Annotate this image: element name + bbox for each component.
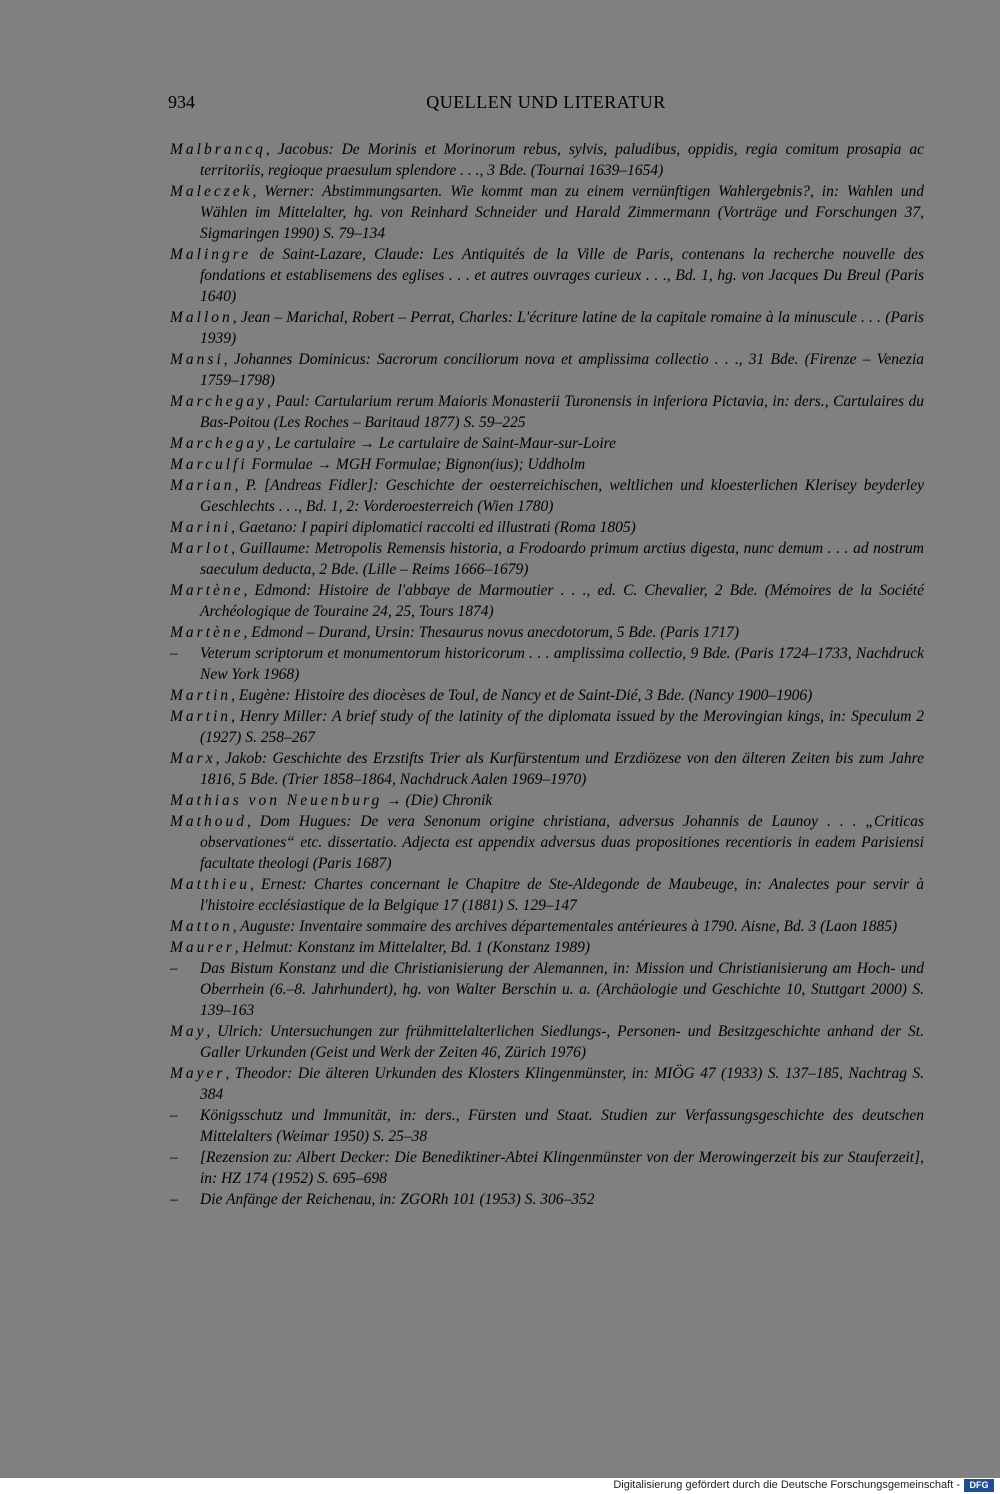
entry-author: Malingre (170, 246, 252, 263)
entry-text: , Jacobus: De Morinis et Morinorum rebus, sylvis, paludibus, oppidis, regia comitum prosapia ac territoriis, regioque praesulum splendore . . ., 3 Bde. (Tournai 1639–1654) (200, 141, 924, 179)
entry-text: Formulae → MGH Formulae; Bignon(ius); Uddholm (247, 456, 586, 473)
bibliography-entry (170, 538, 924, 580)
bibliography-entry (170, 1063, 924, 1105)
entry-author: Martin (170, 708, 232, 725)
entry-author: Martène (170, 624, 244, 641)
bibliography-entry (170, 643, 924, 685)
bibliography-entry (170, 517, 924, 538)
entry-author: Matton (170, 918, 233, 935)
bibliography-entry (170, 706, 924, 748)
dfg-logo[interactable]: DFG (964, 1479, 994, 1492)
entry-author: Martin (170, 687, 232, 704)
continuation-dash: – (170, 1191, 178, 1208)
entry-author: Mathias von Neuenburg (170, 792, 383, 809)
entry-text: , Eugène: Histoire des diocèses de Toul, de Nancy et de Saint-Dié, 3 Bde. (Nancy 1900–1906) (231, 687, 813, 704)
entry-author: Maurer (170, 939, 235, 956)
continuation-dash: – (170, 645, 178, 662)
bibliography-entry (170, 685, 924, 706)
entry-author: Mansi (170, 351, 224, 368)
entry-text: , Gaetano: I papiri diplomatici raccolti ed illustrati (Roma 1805) (231, 519, 636, 536)
bibliography-entry (170, 244, 924, 307)
bibliography-list (170, 139, 924, 1210)
entry-text: Königsschutz und Immunität, in: ders., Fürsten und Staat. Studien zur Verfassungsgeschichte des deutschen Mittelalters (Weimar 1950) S. 25–38 (200, 1107, 924, 1145)
bibliography-entry (170, 454, 924, 475)
entry-author: Marculfi (170, 456, 248, 473)
entry-text: , P. [Andreas Fidler]: Geschichte der oesterreichischen, weltlichen und kloesterlichen Klerisey beyderley Geschlechts . . ., Bd. 1, 2: Vorderoesterreich (Wien 1780) (200, 477, 924, 515)
entry-text: , Jakob: Geschichte des Erzstifts Trier als Kurfürstentum und Erzdiözese von den älteren Zeiten bis zum Jahre 1816, 5 Bde. (Trier 1858–1864, Nachdruck Aalen 1969–1970) (200, 750, 924, 788)
entry-text: , Le cartulaire → Le cartulaire de Saint-Maur-sur-Loire (267, 435, 616, 452)
entry-text: → (Die) Chronik (382, 792, 493, 809)
entry-text: , Auguste: Inventaire sommaire des archives départementales antérieures à 1790. Aisne, Bd. 3 (Laon 1885) (232, 918, 898, 935)
entry-author: Marian (170, 477, 235, 494)
continuation-dash: – (170, 1149, 178, 1166)
entry-text: , Paul: Cartularium rerum Maioris Monasterii Turonensis in inferiora Pictavia, in: ders., Cartulaires du Bas-Poitou (Les Roches – Baritaud 1877) S. 59–225 (200, 393, 924, 431)
entry-text: , Helmut: Konstanz im Mittelalter, Bd. 1 (Konstanz 1989) (234, 939, 590, 956)
bibliography-entry (170, 916, 924, 937)
entry-author: Malbrancq (170, 141, 266, 158)
bibliography-entry (170, 475, 924, 517)
entry-author: Mathoud (170, 813, 247, 830)
bibliography-entry (170, 748, 924, 790)
bibliography-entry (170, 874, 924, 916)
entry-text: Die Anfänge der Reichenau, in: ZGORh 101 (1953) S. 306–352 (200, 1191, 595, 1208)
funding-note: Digitalisierung gefördert durch die Deutsche Forschungsgemeinschaft - (613, 1479, 960, 1491)
page-header (168, 92, 924, 118)
entry-text: , Edmond – Durand, Ursin: Thesaurus novus anecdotorum, 5 Bde. (Paris 1717) (243, 624, 740, 641)
entry-text: , Edmond: Histoire de l'abbaye de Marmoutier . . ., ed. C. Chevalier, 2 Bde. (Mémoires de la Société Archéologique de Touraine 24, 25, Tours 1874) (200, 582, 924, 620)
entry-author: Mayer (170, 1065, 226, 1082)
bibliography-entry (170, 811, 924, 874)
entry-text: , Henry Miller: A brief study of the latinity of the diplomata issued by the Merovingian kings, in: Speculum 2 (1927) S. 258–267 (200, 708, 924, 746)
entry-text: Veterum scriptorum et monumentorum historicorum . . . amplissima collectio, 9 Bde. (Paris 1724–1733, Nachdruck New York 1968) (200, 645, 924, 683)
bibliography-entry (170, 790, 924, 811)
entry-text: , Guillaume: Metropolis Remensis historia, a Frodoardo primum arctius digesta, nunc demum . . . ad nostrum saeculum deducta, 2 Bde. (Lille – Reims 1666–1679) (200, 540, 924, 578)
entry-text: , Ulrich: Untersuchungen zur frühmittelalterlichen Siedlungs-, Personen- und Besitzgeschichte anhand der St. Galler Urkunden (Geist und Werk der Zeiten 46, Zürich 1976) (200, 1023, 924, 1061)
entry-author: Maleczek (170, 183, 253, 200)
entry-author: May (170, 1023, 207, 1040)
entry-text: , Ernest: Chartes concernant le Chapitre de Ste-Aldegonde de Maubeuge, in: Analectes pour servir à l'histoire ecclésiastique de la Belgique 17 (1881) S. 129–147 (200, 876, 924, 914)
entry-text: Das Bistum Konstanz und die Christianisierung der Alemannen, in: Mission und Christianisierung am Hoch- und Oberrhein (6.–8. Jahrhundert), hg. von Walter Berschin u. a. (Archäologie und Geschichte 10, Stuttgart 2000) S. 139–163 (200, 960, 924, 1019)
footer-bar (0, 1478, 1000, 1494)
entry-author: Marchegay (170, 435, 268, 452)
entry-text: , Johannes Dominicus: Sacrorum conciliorum nova et amplissima collectio . . ., 31 Bde. (Firenze – Venezia 1759–1798) (200, 351, 924, 389)
bibliography-entry (170, 1105, 924, 1147)
entry-author: Matthieu (170, 876, 250, 893)
entry-author: Marlot (170, 540, 232, 557)
bibliography-entry (170, 937, 924, 958)
bibliography-entry (170, 622, 924, 643)
entry-author: Mallon (170, 309, 233, 326)
continuation-dash: – (170, 1107, 178, 1124)
bibliography-entry (170, 391, 924, 433)
entry-text: [Rezension zu: Albert Decker: Die Benediktiner-Abtei Klingenmünster von der Merowingerzeit bis zur Stauferzeit], in: HZ 174 (1952) S. 695–698 (200, 1149, 924, 1187)
bibliography-entry (170, 139, 924, 181)
page-number: 934 (168, 92, 195, 112)
bibliography-entry (170, 181, 924, 244)
bibliography-entry (170, 433, 924, 454)
bibliography-entry (170, 1189, 924, 1210)
bibliography-entry (170, 580, 924, 622)
bibliography-entry (170, 1147, 924, 1189)
entry-author: Marchegay (170, 393, 268, 410)
bibliography-entry (170, 1021, 924, 1063)
continuation-dash: – (170, 960, 178, 977)
entry-author: Marini (170, 519, 232, 536)
entry-author: Martène (170, 582, 244, 599)
entry-text: , Werner: Abstimmungsarten. Wie kommt man zu einem vernünftigen Wahlergebnis?, in: Wahlen und Wählen im Mittelalter, hg. von Reinhard Schneider und Harald Zimmermann (Vorträge und Forschungen 37, Sigmaringen 1990) S. 79–134 (200, 183, 924, 242)
entry-author: Marx (170, 750, 216, 767)
running-head: QUELLEN UND LITERATUR (426, 92, 666, 112)
entry-text: , Theodor: Die älteren Urkunden des Klosters Klingenmünster, in: MIÖG 47 (1933) S. 137–185, Nachtrag S. 384 (200, 1065, 924, 1103)
entry-text: , Jean – Marichal, Robert – Perrat, Charles: L'écriture latine de la capitale romaine à la minuscule . . . (Paris 1939) (200, 309, 924, 347)
entry-text: , Dom Hugues: De vera Senonum origine christiana, adversus Johannis de Launoy . . . „Criticas observationes“ etc. dissertatio. Adjecta est appendix adversus duas propositiones recentioris in eadem Parisiensi facultate theologi (Paris 1687) (200, 813, 924, 872)
bibliography-entry (170, 958, 924, 1021)
bibliography-entry (170, 349, 924, 391)
entry-text: de Saint-Lazare, Claude: Les Antiquités de la Ville de Paris, contenans la recherche nouvelle des fondations et establisemens des eglises . . . et autres ouvrages curieux . . ., Bd. 1, hg. von Jacques Du Breul (Paris 1640) (200, 246, 924, 305)
bibliography-entry (170, 307, 924, 349)
